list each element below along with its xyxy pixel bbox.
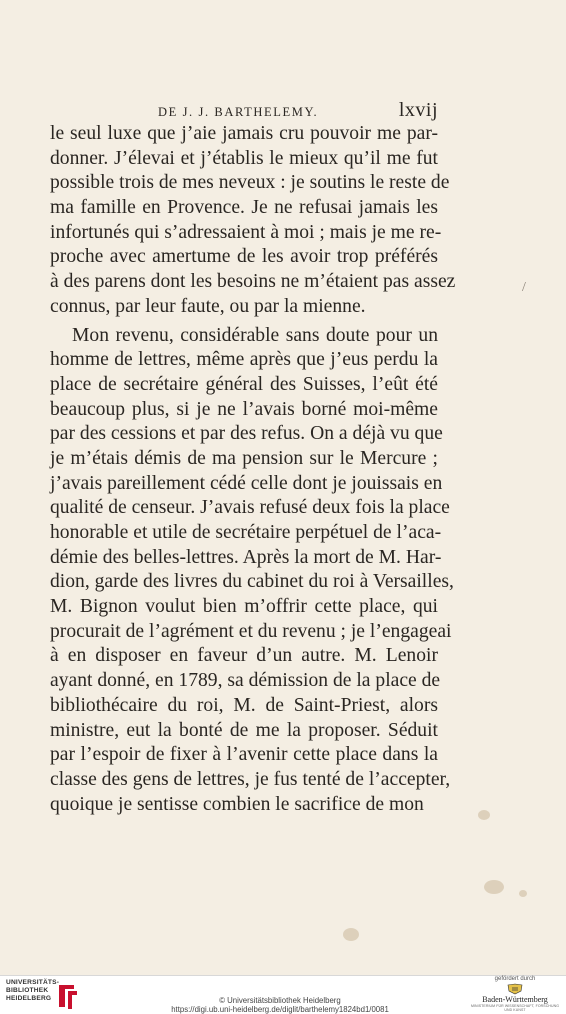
funder-block[interactable] [470,976,560,1012]
text-line: ministre, eut la bonté de me la proposer. Séduit [50,719,438,741]
text-line: beaucoup plus, si je ne l’avais borné moi-même [50,398,438,420]
text-line: démie des belles-lettres. Après la mort de M. Har- [50,546,442,568]
copyright-notice: © Universitätsbibliothek Heidelberg [219,996,341,1005]
text-line: classe des gens de lettres, je fus tenté de l’accepter, [50,768,451,790]
text-line: par des cessions et par des refus. On a déjà vu que [50,423,443,445]
funder-name: Baden-Württemberg [482,995,548,1004]
baden-wuerttemberg-crest-icon [506,983,524,995]
text-line: honorable et utile de secrétaire perpétuel de l’aca- [50,522,442,543]
text-line: le seul luxe que j’aie jamais cru pouvoir me par- [50,123,438,144]
page-number: lxvij [398,99,438,121]
text-line: connus, par leur faute, ou par la mienne. [50,295,366,317]
text-line: ma famille en Provence. Je ne refusai jamais les [50,197,438,219]
text-line: qualité de censeur. J’avais refusé deux fois la place [50,497,450,519]
margin-mark: / [522,280,526,295]
library-name: UNIVERSITÄTS- BIBLIOTHEK HEIDELBERG [6,979,60,1002]
paper-stain [343,928,359,941]
university-library-logo[interactable] [6,978,76,1012]
text-line: quoique je sentisse combien le sacrifice de mon [50,793,424,815]
text-line: donner. J’élevai et j’établis le mieux qu’il me fut [50,147,438,169]
paragraph-2 [50,324,454,818]
text-line: par l’espoir de fixer à l’avenir cette place dans la [50,744,438,766]
running-head-title: DE J. J. BARTHELEMY. [158,105,319,119]
text-line: possible trois de mes neveux : je soutins le reste de [50,172,450,194]
permalink[interactable]: https://digi.ub.uni-heidelberg.de/diglit/barthelemy1824bd1/0081 [171,1005,389,1014]
text-line: proche avec amertume de les avoir trop préférés [50,246,438,268]
text-line: j’avais pareillement cédé celle dont je jouissais en [50,472,443,494]
paragraph-1 [50,122,456,320]
text-line: ayant donné, en 1789, sa démission de la place de [50,670,441,692]
body-text [50,122,456,817]
funder-ministry: MINISTERIUM FÜR WISSENSCHAFT, FORSCHUNG UND KUNST [470,1004,560,1012]
text-line: procurait de l’agrément et du revenu ; je l’engageai [50,620,452,642]
text-line: Mon revenu, considérable sans doute pour un [72,324,438,346]
text-line: à des parens dont les besoins ne m’étaient pas assez [50,271,456,293]
text-line: bibliothécaire du roi, M. de Saint-Priest, alors [50,694,438,716]
text-line: homme de lettres, même après que j’eus perdu la [50,349,438,371]
text-line: place de secrétaire général des Suisses, l’eût été [50,373,438,395]
text-line: je m’étais démis de ma pension sur le Mercure ; [50,447,438,469]
paper-stain [484,880,504,894]
text-line: à en disposer en faveur d’un autre. M. Lenoir [50,645,438,667]
text-line: M. Bignon voulut bien m’offrir cette place, qui [50,596,438,618]
text-line: dion, garde des livres du cabinet du roi à Versailles, [50,571,454,593]
library-emblem-icon [56,981,80,1011]
paper-stain [519,890,527,897]
funded-by-label: gefördert durch [494,976,536,982]
text-line: infortunés qui s’adressaient à moi ; mais je me re- [50,221,442,243]
digitization-footer [0,975,566,1014]
paper-stain [478,810,490,820]
